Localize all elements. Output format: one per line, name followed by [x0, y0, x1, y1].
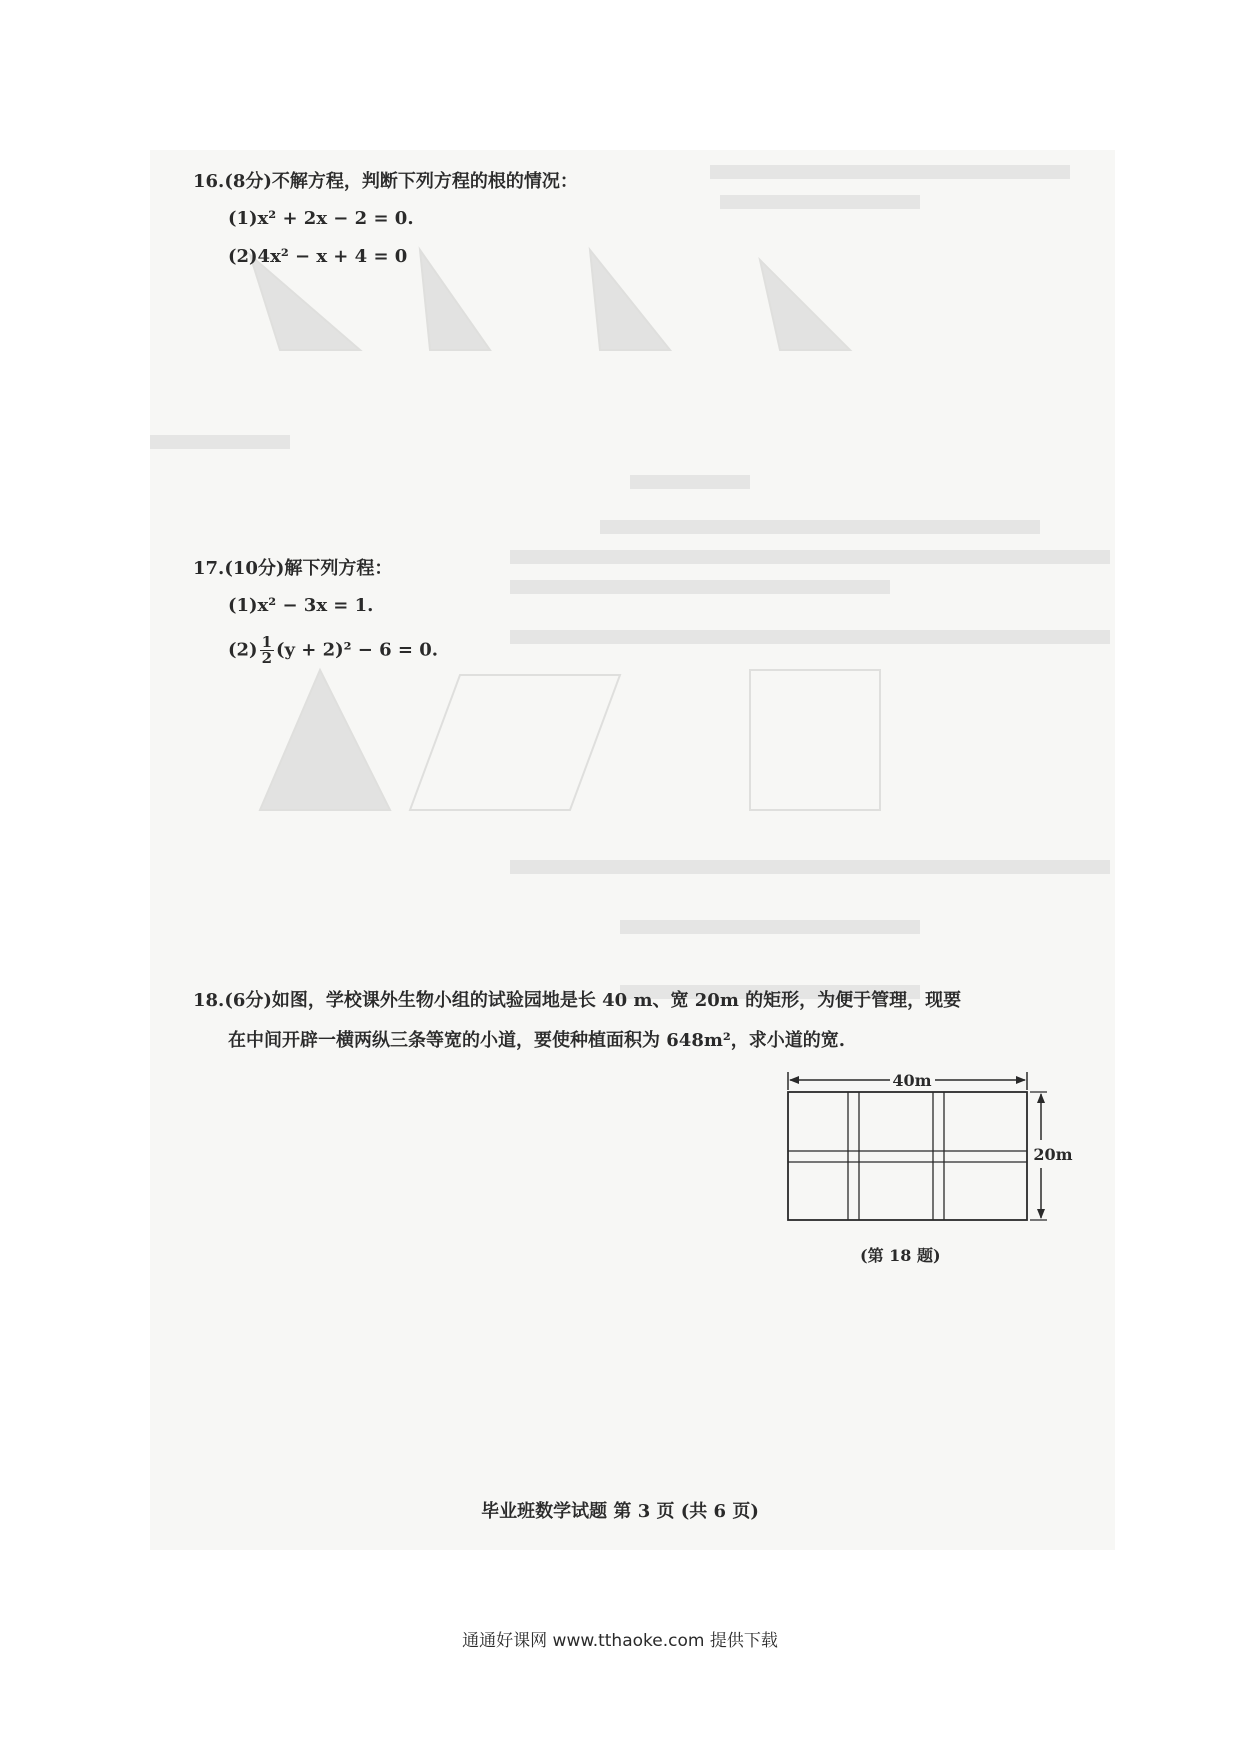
figure-18-caption: (第 18 题) [860, 1246, 941, 1265]
equation-2-prefix: (2) [228, 639, 258, 661]
question-18-line-1: 18.(6分)如图，学校课外生物小组的试验园地是长 40 m、宽 20m 的矩形，为便于管理，现要 [193, 990, 962, 1011]
length-label: 40m [892, 1071, 932, 1090]
width-label: 20m [1033, 1145, 1073, 1164]
fraction-numerator: 1 [261, 633, 272, 651]
page-footer: 毕业班数学试题 第 3 页 (共 6 页) [481, 1501, 759, 1522]
download-credit: 通通好课网 www.tthaoke.com 提供下载 [462, 1631, 778, 1651]
garden-rectangle [788, 1092, 1027, 1220]
arrowhead-right [1016, 1076, 1026, 1084]
question-17-equation-1: (1)x² − 3x = 1. [228, 595, 374, 616]
question-18-line-2: 在中间开辟一横两纵三条等宽的小道，要使种植面积为 648m²，求小道的宽. [228, 1030, 846, 1051]
question-17-equation-2 [228, 635, 438, 666]
arrowhead-top [1037, 1093, 1045, 1103]
garden-plot-figure [785, 1060, 1075, 1240]
arrowhead-left [789, 1076, 799, 1084]
scanned-page [150, 150, 1115, 1550]
fraction-one-half [260, 635, 274, 666]
question-16-equation-1: (1)x² + 2x − 2 = 0. [228, 208, 414, 229]
question-16-equation-2: (2)4x² − x + 4 = 0 [228, 246, 408, 267]
equation-2-rest: (y + 2)² − 6 = 0. [276, 639, 439, 661]
arrowhead-bottom [1037, 1209, 1045, 1219]
question-17-stem: 17.(10分)解下列方程： [193, 558, 393, 579]
fraction-denominator: 2 [261, 649, 272, 667]
question-16-stem: 16.(8分)不解方程，判断下列方程的根的情况： [193, 171, 578, 192]
